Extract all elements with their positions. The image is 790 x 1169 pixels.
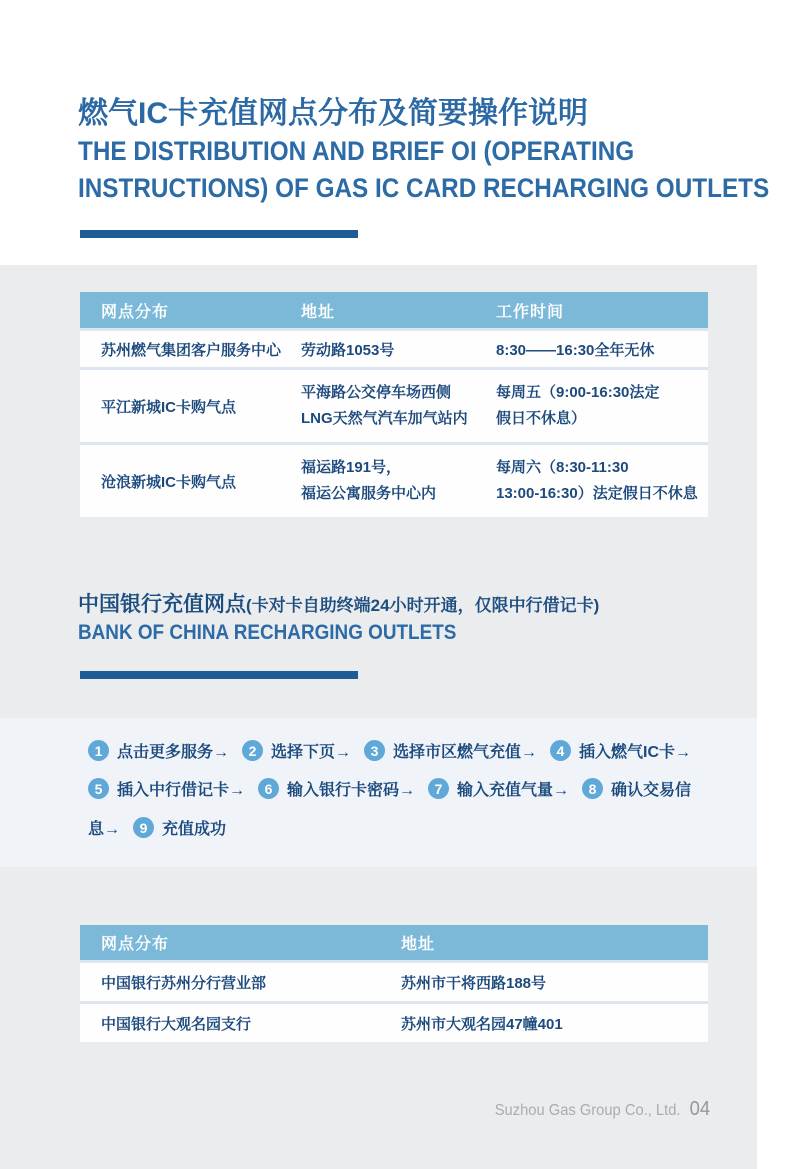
steps-line-1: [88, 739, 691, 762]
page-title: 燃气IC卡充值网点分布及简要操作说明: [78, 97, 588, 130]
page-subtitle-en: [78, 133, 769, 207]
boc-section-title: [78, 588, 599, 618]
cell-hours: 8:30——16:30全年无休: [496, 341, 655, 359]
table-row: [80, 331, 708, 367]
cell-hours: 每周六（8:30-11:30 13:00-16:30）法定假日不休息: [496, 459, 698, 502]
cell-name: 中国银行苏州分行营业部: [101, 974, 267, 992]
step-item: [550, 739, 691, 762]
step-label: 选择市区燃气充值→: [393, 744, 538, 761]
boc-section-subtitle-en: BANK OF CHINA RECHARGING OUTLETS: [78, 621, 457, 644]
step-number-badge: 8: [582, 778, 603, 799]
boc-title-main: 中国银行充值网点: [78, 593, 246, 616]
step-label: 充值成功: [162, 821, 227, 838]
header-cell-network: 网点分布: [101, 936, 170, 953]
step-number-badge: 7: [428, 778, 449, 799]
step-number-badge: 6: [258, 778, 279, 799]
step-label: 确认交易信: [611, 782, 692, 799]
step-label: 点击更多服务→: [117, 744, 230, 761]
step-item: [133, 816, 226, 839]
boc-title-note: (卡对卡自助终端24小时开通，仅限中行借记卡): [246, 596, 600, 615]
step-item: [582, 777, 691, 800]
header-cell-hours: 工作时间: [496, 303, 565, 321]
cell-name: 苏州燃气集团客户服务中心: [101, 341, 282, 359]
cell-name: 中国银行大观名园支行: [101, 1015, 252, 1033]
step-item: [364, 739, 537, 762]
step-item: [428, 777, 569, 800]
cell-name: 沧浪新城IC卡购气点: [101, 473, 237, 491]
cell-address: 福运路191号， 福运公寓服务中心内: [301, 459, 437, 502]
outlets-table: [80, 292, 708, 517]
step-label: 输入银行卡密码→: [287, 782, 416, 799]
cell-address: 苏州市干将西路188号: [401, 974, 547, 992]
step-number-badge: 2: [242, 740, 263, 761]
steps-line-2: [88, 777, 691, 800]
step-label: 插入燃气IC卡→: [579, 744, 692, 761]
footer-page-number: 04: [689, 1098, 710, 1120]
step-number-badge: 5: [88, 778, 109, 799]
page-footer: [495, 1098, 710, 1121]
step-item: [88, 777, 245, 800]
header-cell-address: 地址: [301, 303, 336, 321]
step-wrapped-text: 息→: [88, 821, 121, 838]
cell-hours: 每周五（9:00-16:30法定 假日不休息）: [496, 384, 660, 427]
step-number-badge: 3: [364, 740, 385, 761]
table-row: [80, 445, 708, 517]
title-divider: [80, 230, 358, 238]
footer-company: Suzhou Gas Group Co., Ltd.: [494, 1102, 681, 1119]
header-cell-network: 网点分布: [101, 303, 170, 321]
step-number-badge: 4: [550, 740, 571, 761]
boc-table-header: [80, 925, 708, 960]
step-label: 选择下页→: [271, 744, 352, 761]
step-number-badge: 9: [133, 817, 154, 838]
step-item: [88, 739, 229, 762]
boc-table: [80, 925, 708, 1042]
step-number-badge: 1: [88, 740, 109, 761]
steps-line-3: [88, 816, 226, 839]
page-subtitle-en-line2: INSTRUCTIONS) OF GAS IC CARD RECHARGING OUTLETS: [78, 173, 770, 203]
table-row: [80, 1004, 708, 1042]
header-cell-address: 地址: [401, 936, 436, 953]
boc-section-divider: [80, 671, 358, 679]
cell-address: 平海路公交停车场西侧 LNG天然气汽车加气站内: [301, 384, 468, 427]
step-item: [242, 739, 351, 762]
table-row: [80, 370, 708, 442]
cell-address: 苏州市大观名园47幢401: [401, 1015, 563, 1033]
step-item: [258, 777, 415, 800]
step-label: 插入中行借记卡→: [117, 782, 246, 799]
outlets-table-header: [80, 292, 708, 328]
cell-name: 平江新城IC卡购气点: [101, 398, 237, 416]
table-row: [80, 963, 708, 1001]
step-label: 输入充值气量→: [457, 782, 570, 799]
cell-address: 劳动路1053号: [301, 341, 395, 359]
page-subtitle-en-line1: THE DISTRIBUTION AND BRIEF OI (OPERATING: [78, 136, 635, 166]
